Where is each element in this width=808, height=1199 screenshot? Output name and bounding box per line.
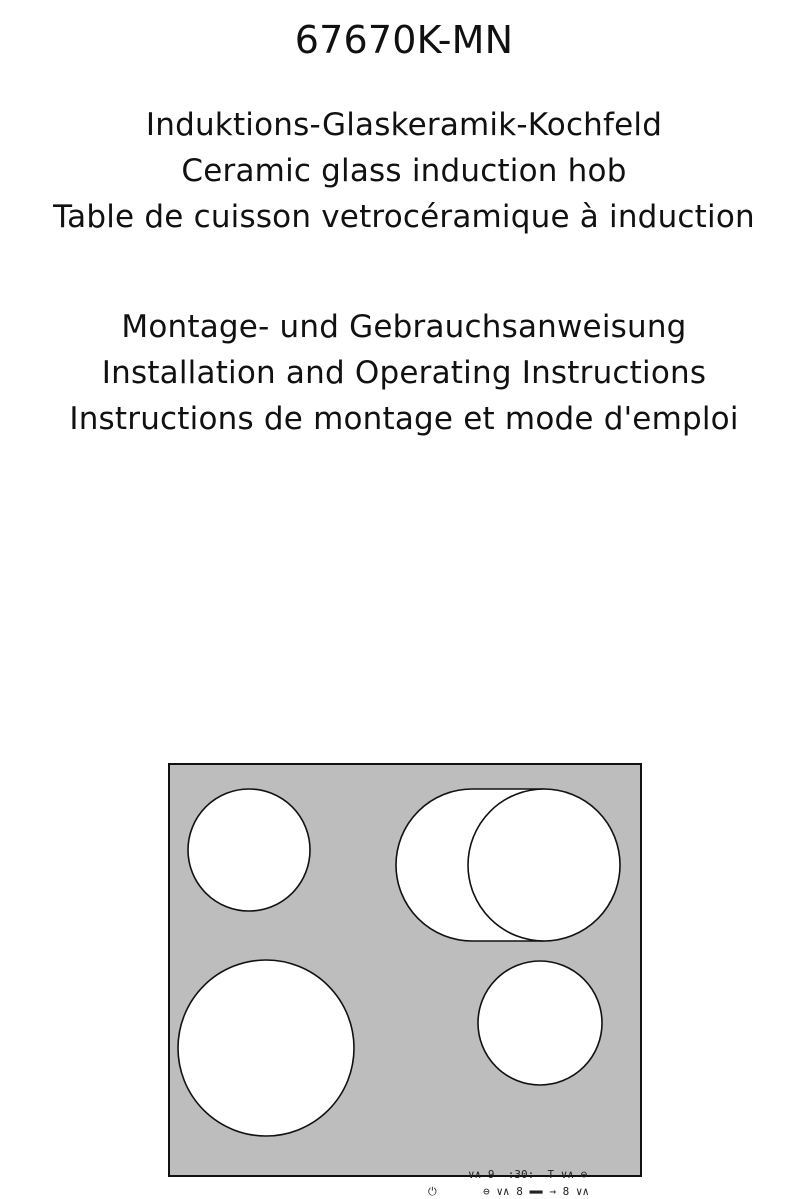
timer-display: :30: [507,1168,535,1181]
timer-label: T [547,1168,555,1181]
model-number: 67670K-MN [294,18,514,62]
manual-title-en: Installation and Operating Instructions [101,355,707,391]
product-title-fr: Table de cuisson vetrocéramique à induction [53,199,755,235]
manual-title-de: Montage- und Gebrauchsanweisung [121,309,687,345]
bar-indicator: ▬▬ [529,1185,543,1198]
left-digit-bottom: 8 [516,1185,523,1198]
product-title-en: Ceramic glass induction hob [181,153,627,189]
left-arrows-bottom[interactable]: ∨∧ [496,1185,510,1198]
arrow-indicator: → [549,1185,556,1198]
control-row-bottom [428,1186,589,1197]
right-arrows-top[interactable]: ∨∧ [560,1168,574,1181]
right-arrows-bottom[interactable]: ∨∧ [575,1185,590,1198]
lock-icon[interactable]: ⊖ [483,1185,490,1198]
zone-bottom-left-large [178,960,354,1136]
zone-top-right-large [468,789,620,941]
right-digit-bottom: 8 [562,1185,570,1198]
left-digit-top: 9 [487,1168,495,1181]
clock-icon[interactable]: ⊖ [580,1168,588,1181]
cooking-zones [170,765,640,1175]
left-arrows-top[interactable]: ∨∧ [468,1168,482,1181]
control-row-top [468,1169,587,1180]
zone-bottom-right-small [478,961,602,1085]
product-title-de: Induktions-Glaskeramik-Kochfeld [145,107,663,143]
zone-front-left-small [188,789,310,911]
manual-title-fr: Instructions de montage et mode d'emploi [69,401,739,437]
hob-illustration [168,763,642,1198]
power-icon[interactable]: ⏻ [428,1185,437,1198]
